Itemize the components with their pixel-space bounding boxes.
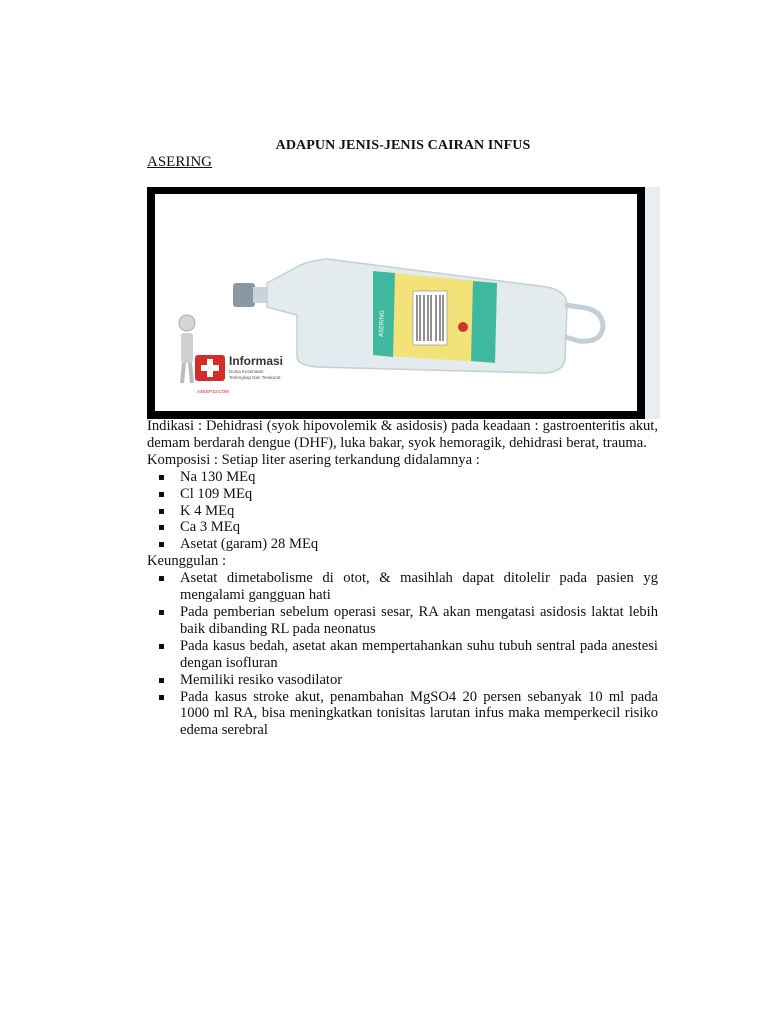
keunggulan-heading: Keunggulan : xyxy=(147,553,227,570)
photo-edge xyxy=(645,187,660,419)
section-heading-asering: ASERING xyxy=(147,154,213,170)
bottle-hanger xyxy=(565,305,603,341)
bottle-label-barcode xyxy=(413,291,447,345)
keunggulan-item: Memiliki resiko vasodilator xyxy=(147,672,658,689)
komposisi-item: Ca 3 MEq xyxy=(147,519,658,536)
komposisi-item: K 4 MEq xyxy=(147,503,658,520)
keunggulan-item: Pada kasus stroke akut, penambahan MgSO4 20 persen sebanyak 10 ml pada 1000 ml RA, bisa meningkatkan tonisitas larutan infus maka memperkecil risiko edema serebral xyxy=(147,689,658,740)
keunggulan-list xyxy=(147,570,658,739)
keunggulan-item: Asetat dimetabolisme di otot, & masihlah dapat ditolelir pada pasien yg mengalami gangguan hati xyxy=(147,570,658,604)
bottle-cap xyxy=(233,283,255,307)
infusion-bottle-illustration xyxy=(147,187,645,419)
bottle-label-emblem xyxy=(458,322,468,332)
komposisi-item: Na 130 MEq xyxy=(147,469,658,486)
informasi-logo xyxy=(179,315,283,394)
logo-url: ASKEP33.COM xyxy=(197,389,229,394)
logo-subtitle-1: Dunia Kesehatan xyxy=(229,369,264,374)
keunggulan-item: Pada pemberian sebelum operasi sesar, RA akan mengatasi asidosis laktat lebih baik dibanding RL pada neonatus xyxy=(147,604,658,638)
logo-figure-body xyxy=(181,333,193,363)
infusion-bottle-photo xyxy=(147,187,645,419)
logo-subtitle-2: Terlengkap Dan Terakurat xyxy=(229,375,281,380)
logo-figure-head xyxy=(179,315,195,331)
bottle-label-green-right xyxy=(471,281,497,363)
document-body xyxy=(147,418,658,739)
komposisi-item: Asetat (garam) 28 MEq xyxy=(147,536,658,553)
bottle-label-text: ASERING xyxy=(378,310,386,338)
komposisi-list xyxy=(147,469,658,554)
indikasi-paragraph: Indikasi : Dehidrasi (syok hipovolemik & asidosis) pada keadaan : gastroenteritis akut, demam berdarah dengue (DHF), luka bakar, syok hemoragik, dehidrasi berat, trauma. xyxy=(147,418,658,451)
komposisi-item: Cl 109 MEq xyxy=(147,486,658,503)
logo-title: Informasi xyxy=(229,354,284,368)
document-title: ADAPUN JENIS-JENIS CAIRAN INFUS xyxy=(275,138,531,153)
keunggulan-item: Pada kasus bedah, asetat akan mempertahankan suhu tubuh sentral pada anestesi dengan isofluran xyxy=(147,638,658,672)
komposisi-heading: Komposisi : Setiap liter asering terkandung didalamnya : xyxy=(147,451,480,468)
